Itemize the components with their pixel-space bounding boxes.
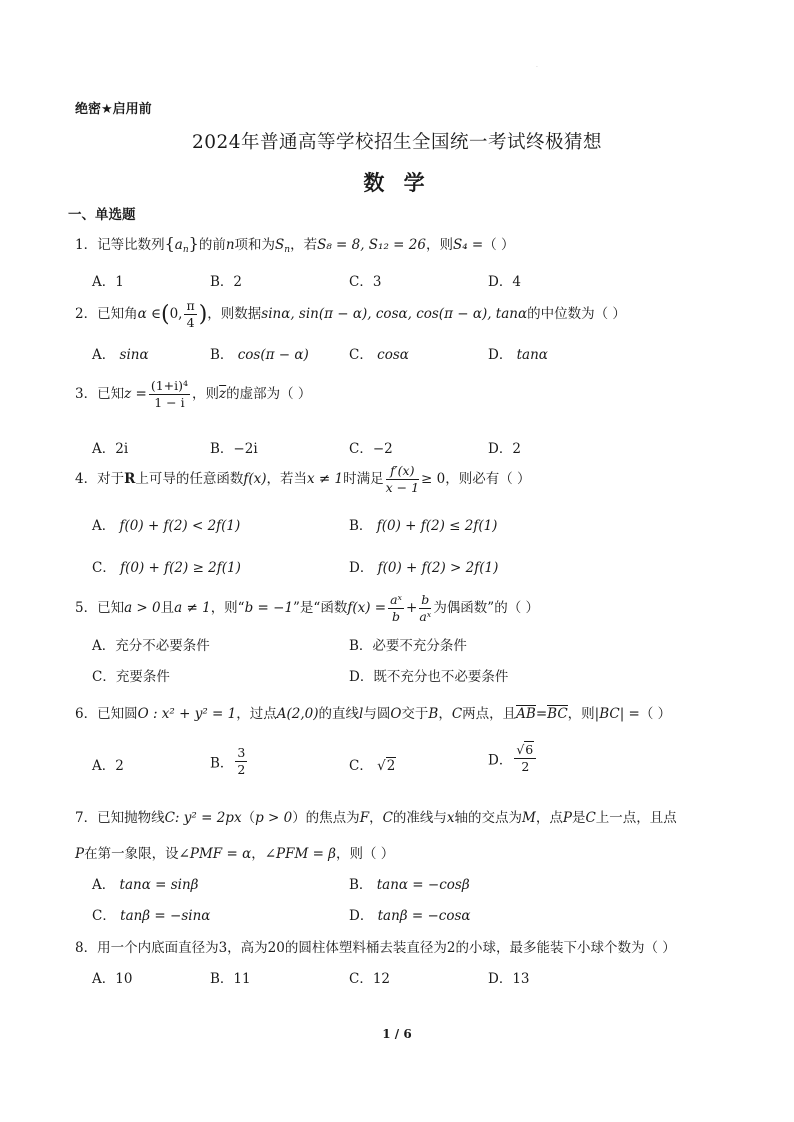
q4-option-a[interactable]: A． f(0) + f(2) < 2f(1): [92, 518, 241, 534]
q1-option-d[interactable]: D．4: [488, 274, 521, 290]
section-heading: 一、单选题: [68, 207, 136, 223]
q1-option-b[interactable]: B．2: [210, 274, 243, 290]
q3-option-c[interactable]: C．−2: [349, 441, 393, 457]
q3-option-a[interactable]: A．2i: [92, 441, 129, 457]
question-8: 8．用一个内底面直径为3，高为20的圆柱体塑料桶去装直径为2的小球，最多能装下小球个数为（ ）: [75, 940, 676, 956]
q5-option-d[interactable]: D．既不充分也不必要条件: [349, 669, 509, 685]
q3-option-b[interactable]: B．−2i: [210, 441, 258, 457]
q5-option-b[interactable]: B．必要不充分条件: [349, 638, 467, 654]
page-number: 1 / 6: [382, 1027, 412, 1041]
q5-option-c[interactable]: C．充要条件: [92, 669, 170, 685]
q7-option-a[interactable]: A． tanα = sinβ: [92, 877, 199, 893]
q6-option-b[interactable]: B． $\frac{3}{2}$: [210, 745, 246, 777]
q2-option-a[interactable]: A． sinα: [92, 347, 149, 363]
q2-option-d[interactable]: D． tanα: [488, 347, 548, 363]
q6-option-c[interactable]: C． √2: [349, 758, 396, 774]
question-1: 1．记等比数列$\{a_n\}$的前n项和为$S_n$，若S₈ = 8, S₁₂ = 26，则S₄ =（ ）: [75, 234, 515, 255]
q1-option-a[interactable]: A．1: [92, 274, 124, 290]
question-5: 5．已知a > 0且a ≠ 1，则“b = −1”是“函数f(x) = $\frac{\text{aˣ}}{b}$ + $\frac{b}{\text{aˣ}}$ 为偶函数”的（ ）: [75, 592, 540, 624]
q6-option-a[interactable]: A．2: [92, 758, 124, 774]
q1-option-c[interactable]: C．3: [349, 274, 382, 290]
q7-option-c[interactable]: C． tanβ = −sinα: [92, 908, 211, 924]
question-7-line-1: 7．已知抛物线C: y² = 2px（p > 0）的焦点为F，C的准线与x轴的交点为M，点P是C上一点，且点: [75, 810, 677, 826]
question-7-line-2: P在第一象限，设∠PMF = α，∠PFM = β，则（ ）: [75, 846, 395, 862]
q7-option-d[interactable]: D． tanβ = −cosα: [349, 908, 471, 924]
q6-option-d[interactable]: D． $\frac{√6}{2}$: [488, 742, 538, 775]
q8-option-a[interactable]: A．10: [92, 971, 133, 987]
q4-option-d[interactable]: D． f(0) + f(2) > 2f(1): [349, 560, 499, 576]
q4-option-c[interactable]: C． f(0) + f(2) ≥ 2f(1): [92, 560, 241, 576]
question-6: 6．已知圆O : x² + y² = 1，过点A(2,0)的直线l与圆O交于B，C两点，且AB=BC，则|BC| =（ ）: [75, 706, 672, 722]
exam-title: 2024年普通高等学校招生全国统一考试终极猜想: [191, 132, 603, 153]
q2-option-c[interactable]: C． cosα: [349, 347, 409, 363]
q5-option-a[interactable]: A．充分不必要条件: [92, 638, 210, 654]
question-4: 4．对于R上可导的任意函数f(x)，若当x ≠ 1时满足 $\frac{f'(x)}{x - 1}$ ≥ 0，则必有（ ）: [75, 463, 531, 495]
q2-option-b[interactable]: B． cos(π − α): [210, 347, 309, 363]
q8-option-d[interactable]: D．13: [488, 971, 530, 987]
q8-option-b[interactable]: B．11: [210, 971, 251, 987]
subject-heading: 数 学: [363, 171, 431, 195]
q8-option-c[interactable]: C．12: [349, 971, 391, 987]
question-3: 3．已知z = $\frac{\text{(1+i)⁴}}{1 - i}$ ，则$\overline{z}$的虚部为（ ）: [75, 378, 312, 410]
confidential-label: 绝密★启用前: [75, 102, 152, 117]
q3-option-d[interactable]: D．2: [488, 441, 521, 457]
scan-mark: ·: [536, 64, 538, 71]
q4-option-b[interactable]: B． f(0) + f(2) ≤ 2f(1): [349, 518, 498, 534]
q7-option-b[interactable]: B． tanα = −cosβ: [349, 877, 470, 893]
question-2: 2．已知角α ∈(0, $\frac{\pi}{4}$ )，则数据sinα, sin(π − α), cosα, cos(π − α), tanα的中位数为（ ）: [75, 298, 626, 330]
